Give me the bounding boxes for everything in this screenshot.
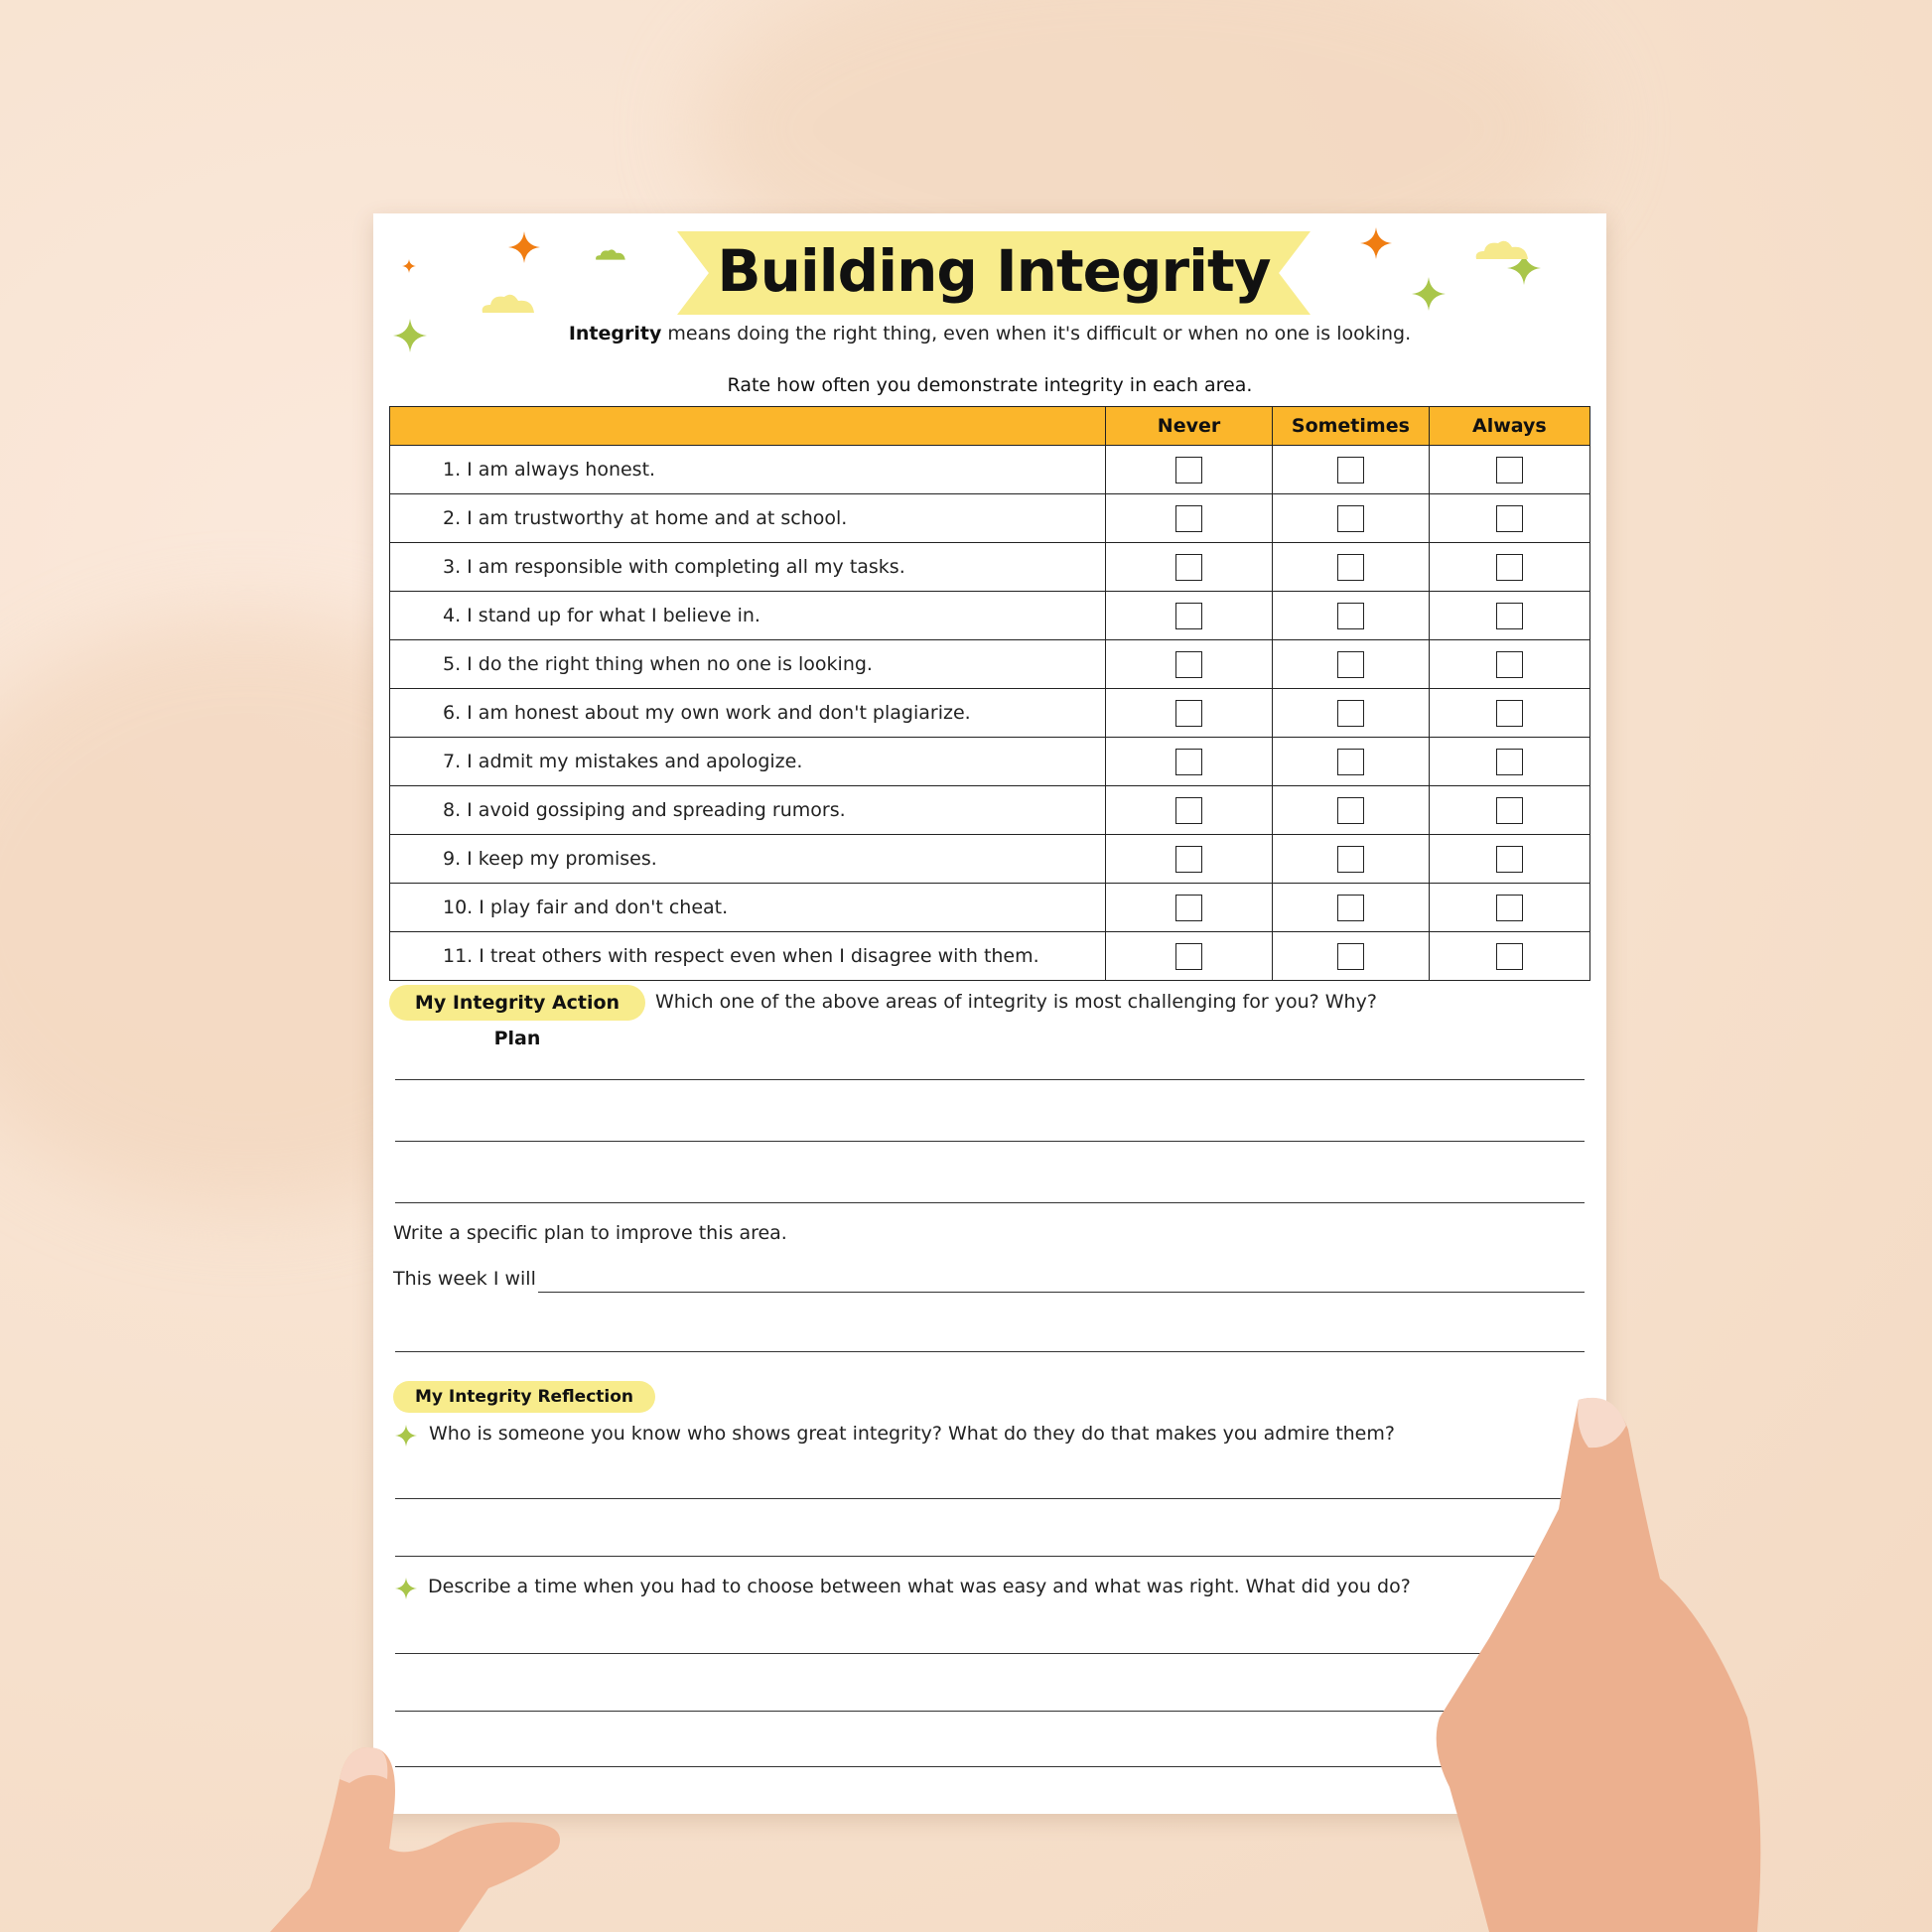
statement-text: 10. I play fair and don't cheat. — [390, 884, 1106, 932]
table-row — [390, 446, 1590, 494]
checkbox-never[interactable] — [1175, 603, 1202, 629]
checkbox-always[interactable] — [1496, 797, 1523, 824]
cell-never — [1105, 932, 1272, 981]
action-plan-label: My Integrity Action Plan — [389, 985, 645, 1021]
statement-text: 8. I avoid gossiping and spreading rumors. — [390, 786, 1106, 835]
checkbox-never[interactable] — [1175, 505, 1202, 532]
cell-always — [1429, 738, 1589, 786]
checkbox-never[interactable] — [1175, 700, 1202, 727]
cloud-icon — [479, 291, 538, 315]
checkbox-always[interactable] — [1496, 554, 1523, 581]
checkbox-always[interactable] — [1496, 943, 1523, 970]
checkbox-always[interactable] — [1496, 651, 1523, 678]
answer-line[interactable] — [395, 1351, 1585, 1352]
cell-always — [1429, 494, 1589, 543]
table-row — [390, 786, 1590, 835]
checkbox-never[interactable] — [1175, 846, 1202, 873]
statement-text: 6. I am honest about my own work and don't plagiarize. — [390, 689, 1106, 738]
checkbox-always[interactable] — [1496, 457, 1523, 483]
left-hand — [270, 1739, 687, 1932]
sparkle-bullet-icon — [395, 1425, 417, 1447]
cell-never — [1105, 592, 1272, 640]
worksheet-page — [373, 213, 1606, 1814]
cell-never — [1105, 494, 1272, 543]
checkbox-never[interactable] — [1175, 651, 1202, 678]
statement-text: 7. I admit my mistakes and apologize. — [390, 738, 1106, 786]
cell-sometimes — [1273, 640, 1430, 689]
cell-never — [1105, 543, 1272, 592]
table-row — [390, 689, 1590, 738]
checkbox-sometimes[interactable] — [1337, 749, 1364, 775]
column-header-sometimes: Sometimes — [1273, 407, 1430, 446]
action-plan-question: Which one of the above areas of integrity is most challenging for you? Why? — [655, 991, 1377, 1013]
answer-line[interactable] — [395, 1556, 1585, 1557]
table-row — [390, 884, 1590, 932]
cell-always — [1429, 884, 1589, 932]
answer-line[interactable] — [395, 1498, 1585, 1499]
right-hand — [1430, 1390, 1932, 1932]
table-row — [390, 932, 1590, 981]
statement-text: 5. I do the right thing when no one is looking. — [390, 640, 1106, 689]
sparkle-icon — [402, 259, 416, 273]
checkbox-never[interactable] — [1175, 749, 1202, 775]
cell-never — [1105, 738, 1272, 786]
table-row — [390, 738, 1590, 786]
checkbox-always[interactable] — [1496, 505, 1523, 532]
cell-sometimes — [1273, 932, 1430, 981]
cloud-icon — [1471, 237, 1533, 261]
cell-sometimes — [1273, 543, 1430, 592]
checkbox-never[interactable] — [1175, 457, 1202, 483]
checkbox-sometimes[interactable] — [1337, 700, 1364, 727]
checkbox-never[interactable] — [1175, 895, 1202, 921]
checkbox-never[interactable] — [1175, 943, 1202, 970]
reflection-question-1: Who is someone you know who shows great integrity? What do they do that makes you admire them? — [429, 1423, 1395, 1445]
week-prompt: This week I will — [393, 1268, 536, 1290]
cell-never — [1105, 835, 1272, 884]
statement-text: 2. I am trustworthy at home and at school. — [390, 494, 1106, 543]
cell-never — [1105, 446, 1272, 494]
column-header-always: Always — [1429, 407, 1589, 446]
cell-never — [1105, 640, 1272, 689]
cell-never — [1105, 786, 1272, 835]
answer-line[interactable] — [395, 1653, 1585, 1654]
table-row — [390, 835, 1590, 884]
checkbox-sometimes[interactable] — [1337, 943, 1364, 970]
page-title: Building Integrity — [717, 237, 1271, 305]
checkbox-always[interactable] — [1496, 846, 1523, 873]
cell-sometimes — [1273, 835, 1430, 884]
checkbox-always[interactable] — [1496, 749, 1523, 775]
sparkle-bullet-icon — [395, 1578, 417, 1599]
sparkle-icon — [1412, 277, 1446, 311]
plan-prompt: Write a specific plan to improve this area. — [393, 1222, 787, 1244]
week-plan-line[interactable] — [538, 1292, 1585, 1293]
statement-text: 4. I stand up for what I believe in. — [390, 592, 1106, 640]
header-blank — [390, 407, 1106, 446]
sparkle-icon — [508, 231, 540, 263]
checkbox-sometimes[interactable] — [1337, 554, 1364, 581]
cell-never — [1105, 689, 1272, 738]
answer-line[interactable] — [395, 1202, 1585, 1203]
cell-always — [1429, 446, 1589, 494]
cell-always — [1429, 543, 1589, 592]
checkbox-sometimes[interactable] — [1337, 797, 1364, 824]
checkbox-sometimes[interactable] — [1337, 895, 1364, 921]
cell-never — [1105, 884, 1272, 932]
cell-always — [1429, 835, 1589, 884]
reflection-label: My Integrity Reflection — [393, 1381, 655, 1413]
checkbox-sometimes[interactable] — [1337, 505, 1364, 532]
cell-always — [1429, 640, 1589, 689]
table-row — [390, 640, 1590, 689]
checkbox-always[interactable] — [1496, 603, 1523, 629]
statement-text: 11. I treat others with respect even when I disagree with them. — [390, 932, 1106, 981]
cell-sometimes — [1273, 446, 1430, 494]
table-row — [390, 592, 1590, 640]
answer-line[interactable] — [395, 1141, 1585, 1142]
checkbox-never[interactable] — [1175, 797, 1202, 824]
checkbox-sometimes[interactable] — [1337, 846, 1364, 873]
answer-line[interactable] — [395, 1711, 1585, 1712]
checkbox-sometimes[interactable] — [1337, 651, 1364, 678]
column-header-never: Never — [1105, 407, 1272, 446]
cell-sometimes — [1273, 689, 1430, 738]
rating-table — [389, 406, 1590, 981]
rating-instruction: Rate how often you demonstrate integrity in each area. — [727, 374, 1253, 396]
intro-text — [373, 323, 1606, 345]
cell-sometimes — [1273, 494, 1430, 543]
cell-sometimes — [1273, 738, 1430, 786]
intro-rest: means doing the right thing, even when it's difficult or when no one is looking. — [661, 323, 1412, 345]
checkbox-always[interactable] — [1496, 700, 1523, 727]
cell-sometimes — [1273, 786, 1430, 835]
statement-text: 1. I am always honest. — [390, 446, 1106, 494]
reflection-question-2: Describe a time when you had to choose between what was easy and what was right. What did you do? — [428, 1576, 1411, 1597]
checkbox-never[interactable] — [1175, 554, 1202, 581]
cloud-icon — [594, 247, 627, 261]
checkbox-always[interactable] — [1496, 895, 1523, 921]
table-row — [390, 543, 1590, 592]
cell-always — [1429, 786, 1589, 835]
statement-text: 3. I am responsible with completing all my tasks. — [390, 543, 1106, 592]
table-header-row — [390, 407, 1590, 446]
checkbox-sometimes[interactable] — [1337, 457, 1364, 483]
answer-line[interactable] — [395, 1079, 1585, 1080]
statement-text: 9. I keep my promises. — [390, 835, 1106, 884]
intro-bold: Integrity — [568, 323, 662, 345]
cell-sometimes — [1273, 884, 1430, 932]
sparkle-icon — [1360, 227, 1392, 259]
checkbox-sometimes[interactable] — [1337, 603, 1364, 629]
cell-always — [1429, 689, 1589, 738]
table-row — [390, 494, 1590, 543]
cell-sometimes — [1273, 592, 1430, 640]
cell-always — [1429, 932, 1589, 981]
cell-always — [1429, 592, 1589, 640]
